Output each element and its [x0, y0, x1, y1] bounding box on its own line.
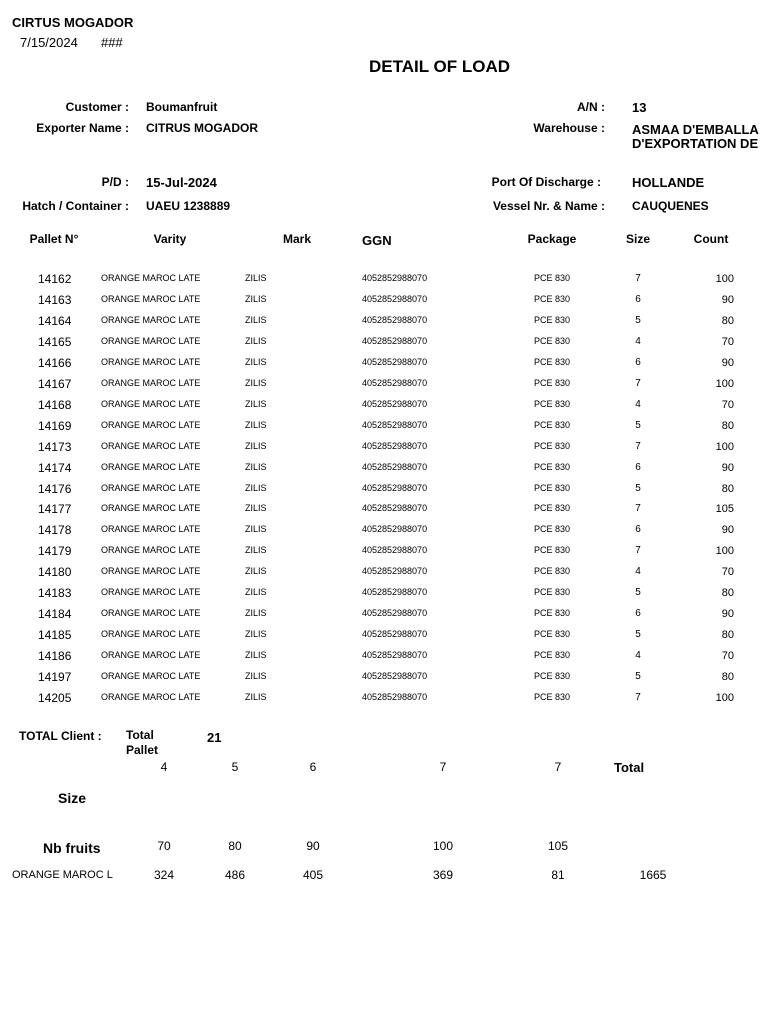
cell-count: 105: [715, 503, 734, 516]
cell-varity: ORANGE MAROC LATE: [101, 545, 201, 556]
cell-ggn: 4052852988070: [362, 524, 428, 535]
warehouse-line-2: D'EXPORTATION DE: [632, 136, 759, 151]
cell-ggn: 4052852988070: [362, 398, 428, 409]
cell-ggn: 4052852988070: [362, 545, 428, 556]
cell-package: PCE 830: [533, 524, 571, 535]
cell-mark: ZILIS: [245, 440, 267, 451]
cell-package: PCE 830: [533, 314, 571, 325]
cell-ggn: 4052852988070: [362, 273, 428, 283]
cell-varity: ORANGE MAROC LATE: [101, 650, 201, 661]
an-value: 13: [632, 100, 647, 115]
cell-size: 6: [635, 293, 641, 305]
cell-ggn: 4052852988070: [362, 650, 428, 661]
col-header-ggn: GGN: [362, 233, 392, 248]
cell-pallet: 14197: [38, 670, 72, 685]
cell-mark: ZILIS: [245, 356, 267, 367]
summary-nb-fruits-3: 90: [306, 839, 320, 853]
cell-count: 90: [721, 356, 734, 369]
summary-count-3: 405: [302, 868, 324, 882]
cell-count: 90: [721, 524, 734, 537]
summary-size-3: 6: [309, 760, 317, 774]
cell-package: PCE 830: [533, 629, 571, 640]
cell-mark: ZILIS: [245, 671, 267, 682]
cell-ggn: 4052852988070: [362, 482, 428, 493]
col-header-pallet: Pallet N°: [29, 232, 79, 246]
cell-mark: ZILIS: [245, 482, 267, 493]
cell-varity: ORANGE MAROC LATE: [101, 692, 201, 702]
total-label-cut: Pallet: [126, 743, 159, 757]
cell-varity: ORANGE MAROC LATE: [101, 482, 201, 493]
cell-mark: ZILIS: [245, 566, 267, 577]
cell-varity: ORANGE MAROC LATE: [101, 273, 201, 283]
cell-size: 5: [635, 314, 641, 326]
cell-mark: ZILIS: [245, 692, 267, 702]
cell-ggn: 4052852988070: [362, 608, 428, 619]
cell-size: 4: [635, 566, 641, 578]
cell-mark: ZILIS: [245, 377, 267, 388]
hatch-label: Hatch / Container :: [22, 199, 129, 213]
cell-count: 100: [715, 440, 734, 453]
cell-package: PCE 830: [533, 608, 571, 619]
cell-varity: ORANGE MAROC LATE: [101, 398, 201, 409]
cell-pallet: 14165: [38, 334, 72, 349]
summary-size-4: 7: [439, 760, 447, 774]
cell-varity: ORANGE MAROC LATE: [101, 314, 201, 325]
cell-varity: ORANGE MAROC LATE: [101, 440, 201, 451]
cell-varity: ORANGE MAROC LATE: [101, 356, 201, 367]
cell-count: 70: [721, 398, 734, 411]
report-date: 7/15/2024: [20, 35, 78, 50]
cell-mark: ZILIS: [245, 587, 267, 598]
cell-varity: ORANGE MAROC LATE: [101, 419, 201, 430]
cell-count: 70: [721, 566, 734, 579]
cell-size: 7: [635, 692, 641, 703]
cell-pallet: 14184: [38, 607, 72, 622]
cell-ggn: 4052852988070: [362, 692, 428, 702]
cell-varity: ORANGE MAROC LATE: [101, 335, 201, 346]
cell-package: PCE 830: [533, 650, 571, 661]
cell-count: 100: [715, 692, 734, 704]
cell-varity: ORANGE MAROC LATE: [101, 566, 201, 577]
cell-mark: ZILIS: [245, 293, 267, 304]
cell-varity: ORANGE MAROC LATE: [101, 524, 201, 535]
cell-pallet: 14168: [38, 397, 72, 412]
cell-count: 80: [721, 482, 734, 495]
summary-nb-fruits-5: 105: [547, 839, 569, 853]
cell-size: 5: [635, 587, 641, 599]
cell-package: PCE 830: [533, 461, 571, 472]
summary-count-1: 324: [153, 868, 175, 882]
cell-varity: ORANGE MAROC LATE: [101, 608, 201, 619]
port-label: Port Of Discharge :: [491, 175, 601, 189]
cell-ggn: 4052852988070: [362, 440, 428, 451]
company-name: CIRTUS MOGADOR: [12, 15, 134, 30]
summary-size-2: 5: [231, 760, 239, 774]
cell-size: 6: [635, 356, 641, 368]
cell-package: PCE 830: [533, 398, 571, 409]
cell-size: 7: [635, 440, 641, 452]
col-header-count: Count: [693, 232, 729, 246]
cell-size: 6: [635, 524, 641, 536]
total-pallet-label: [126, 728, 166, 757]
cell-size: 4: [635, 335, 641, 347]
cell-varity: ORANGE MAROC LATE: [101, 587, 201, 598]
cell-pallet: 14186: [38, 649, 72, 664]
cell-package: PCE 830: [533, 671, 571, 682]
col-header-size: Size: [625, 232, 650, 246]
cell-count: 80: [721, 587, 734, 600]
cell-pallet: 14164: [38, 313, 72, 328]
cell-count: 100: [715, 377, 734, 390]
cell-ggn: 4052852988070: [362, 587, 428, 598]
cell-count: 100: [715, 273, 734, 285]
cell-mark: ZILIS: [245, 461, 267, 472]
cell-size: 5: [635, 482, 641, 494]
cell-pallet: 14180: [38, 565, 72, 580]
cell-pallet: 14163: [38, 292, 72, 307]
cell-ggn: 4052852988070: [362, 419, 428, 430]
summary-size-5: 7: [554, 760, 562, 774]
cell-package: PCE 830: [533, 377, 571, 388]
cell-size: 5: [635, 629, 641, 641]
summary-nb-fruits-2: 80: [228, 839, 242, 853]
cell-pallet: 14177: [38, 502, 72, 517]
summary-count-4: 369: [432, 868, 454, 882]
cell-package: PCE 830: [533, 566, 571, 577]
cell-varity: ORANGE MAROC LATE: [101, 629, 201, 640]
overflow-cell: ###: [101, 35, 123, 50]
warehouse-line-1: ASMAA D'EMBALLA: [632, 122, 759, 137]
cell-ggn: 4052852988070: [362, 503, 428, 514]
cell-pallet: 14173: [38, 439, 72, 454]
pd-label: P/D :: [101, 175, 129, 189]
cell-varity: ORANGE MAROC LATE: [101, 461, 201, 472]
summary-grand-total: 1665: [639, 868, 667, 882]
summary-nb-fruits-1: 70: [157, 839, 171, 853]
cell-package: PCE 830: [533, 273, 571, 283]
cell-package: PCE 830: [533, 335, 571, 346]
cell-ggn: 4052852988070: [362, 314, 428, 325]
cell-size: 6: [635, 608, 641, 620]
summary-total-label: Total: [614, 760, 645, 775]
cell-ggn: 4052852988070: [362, 629, 428, 640]
cell-pallet: 14166: [38, 355, 72, 370]
cell-mark: ZILIS: [245, 545, 267, 556]
cell-package: PCE 830: [533, 545, 571, 556]
cell-count: 70: [721, 335, 734, 348]
cell-pallet: 14185: [38, 628, 72, 643]
cell-pallet: 14174: [38, 460, 72, 475]
cell-size: 7: [635, 503, 641, 515]
cell-mark: ZILIS: [245, 398, 267, 409]
cell-ggn: 4052852988070: [362, 566, 428, 577]
cell-mark: ZILIS: [245, 608, 267, 619]
exporter-label: Exporter Name :: [36, 121, 129, 135]
cell-size: 4: [635, 398, 641, 410]
summary-size-1: 4: [160, 760, 168, 774]
hatch-value: UAEU 1238889: [146, 199, 231, 213]
cell-size: 7: [635, 545, 641, 557]
cell-size: 4: [635, 650, 641, 662]
cell-package: PCE 830: [533, 503, 571, 514]
cell-mark: ZILIS: [245, 314, 267, 325]
cell-varity: ORANGE MAROC LATE: [101, 671, 201, 682]
col-header-package: Package: [527, 232, 577, 246]
cell-varity: ORANGE MAROC LATE: [101, 293, 201, 304]
port-value: HOLLANDE: [632, 175, 705, 190]
cell-count: 90: [721, 608, 734, 621]
cell-count: 70: [721, 650, 734, 663]
cell-ggn: 4052852988070: [362, 461, 428, 472]
cell-package: PCE 830: [533, 692, 571, 702]
col-header-varity: Varity: [153, 232, 187, 246]
cell-ggn: 4052852988070: [362, 356, 428, 367]
pd-value: 15-Jul-2024: [146, 175, 217, 190]
cell-mark: ZILIS: [245, 503, 267, 514]
cell-package: PCE 830: [533, 293, 571, 304]
cell-size: 7: [635, 273, 641, 284]
customer-value: Boumanfruit: [146, 100, 218, 114]
cell-size: 5: [635, 671, 641, 683]
warehouse-label: Warehouse :: [533, 121, 605, 135]
cell-varity: ORANGE MAROC LATE: [101, 503, 201, 514]
cell-varity: ORANGE MAROC LATE: [101, 377, 201, 388]
an-label: A/N :: [577, 100, 605, 114]
cell-count: 90: [721, 461, 734, 474]
cell-mark: ZILIS: [245, 629, 267, 640]
cell-ggn: 4052852988070: [362, 335, 428, 346]
cell-ggn: 4052852988070: [362, 377, 428, 388]
summary-count-5: 81: [551, 868, 565, 882]
cell-ggn: 4052852988070: [362, 293, 428, 304]
cell-pallet: 14169: [38, 418, 72, 433]
cell-package: PCE 830: [533, 482, 571, 493]
summary-nb-fruits-label: Nb fruits: [43, 840, 101, 856]
cell-pallet: 14167: [38, 376, 72, 391]
summary-count-2: 486: [224, 868, 246, 882]
cell-pallet: 14178: [38, 523, 72, 538]
col-header-mark: Mark: [282, 232, 311, 246]
cell-pallet: 14183: [38, 586, 72, 601]
summary-size-label: Size: [58, 790, 87, 806]
cell-count: 80: [721, 314, 734, 327]
cell-count: 100: [715, 545, 734, 558]
cell-pallet: 14205: [38, 691, 72, 705]
cell-pallet: 14162: [38, 272, 72, 286]
cell-count: 80: [721, 629, 734, 642]
total-client-label: TOTAL Client :: [19, 729, 102, 743]
summary-variety: ORANGE MAROC L: [12, 869, 113, 881]
cell-count: 80: [721, 671, 734, 684]
cell-package: PCE 830: [533, 356, 571, 367]
cell-count: 80: [721, 419, 734, 432]
cell-package: PCE 830: [533, 587, 571, 598]
exporter-value: CITRUS MOGADOR: [146, 121, 258, 135]
cell-package: PCE 830: [533, 419, 571, 430]
summary-nb-fruits-4: 100: [432, 839, 454, 853]
cell-package: PCE 830: [533, 440, 571, 451]
vessel-value: CAUQUENES: [632, 199, 709, 213]
cell-mark: ZILIS: [245, 650, 267, 661]
cell-size: 7: [635, 377, 641, 389]
cell-ggn: 4052852988070: [362, 671, 428, 682]
cell-pallet: 14176: [38, 481, 72, 496]
cell-mark: ZILIS: [245, 335, 267, 346]
cell-mark: ZILIS: [245, 273, 267, 283]
cell-size: 5: [635, 419, 641, 431]
cell-mark: ZILIS: [245, 419, 267, 430]
customer-label: Customer :: [65, 100, 129, 114]
total-pallet-count: 21: [207, 730, 222, 745]
total-label: Total: [126, 728, 154, 742]
cell-size: 6: [635, 461, 641, 473]
page-title: DETAIL OF LOAD: [369, 57, 511, 76]
vessel-label: Vessel Nr. & Name :: [492, 199, 605, 213]
cell-pallet: 14179: [38, 544, 72, 559]
cell-count: 90: [721, 293, 734, 306]
cell-mark: ZILIS: [245, 524, 267, 535]
